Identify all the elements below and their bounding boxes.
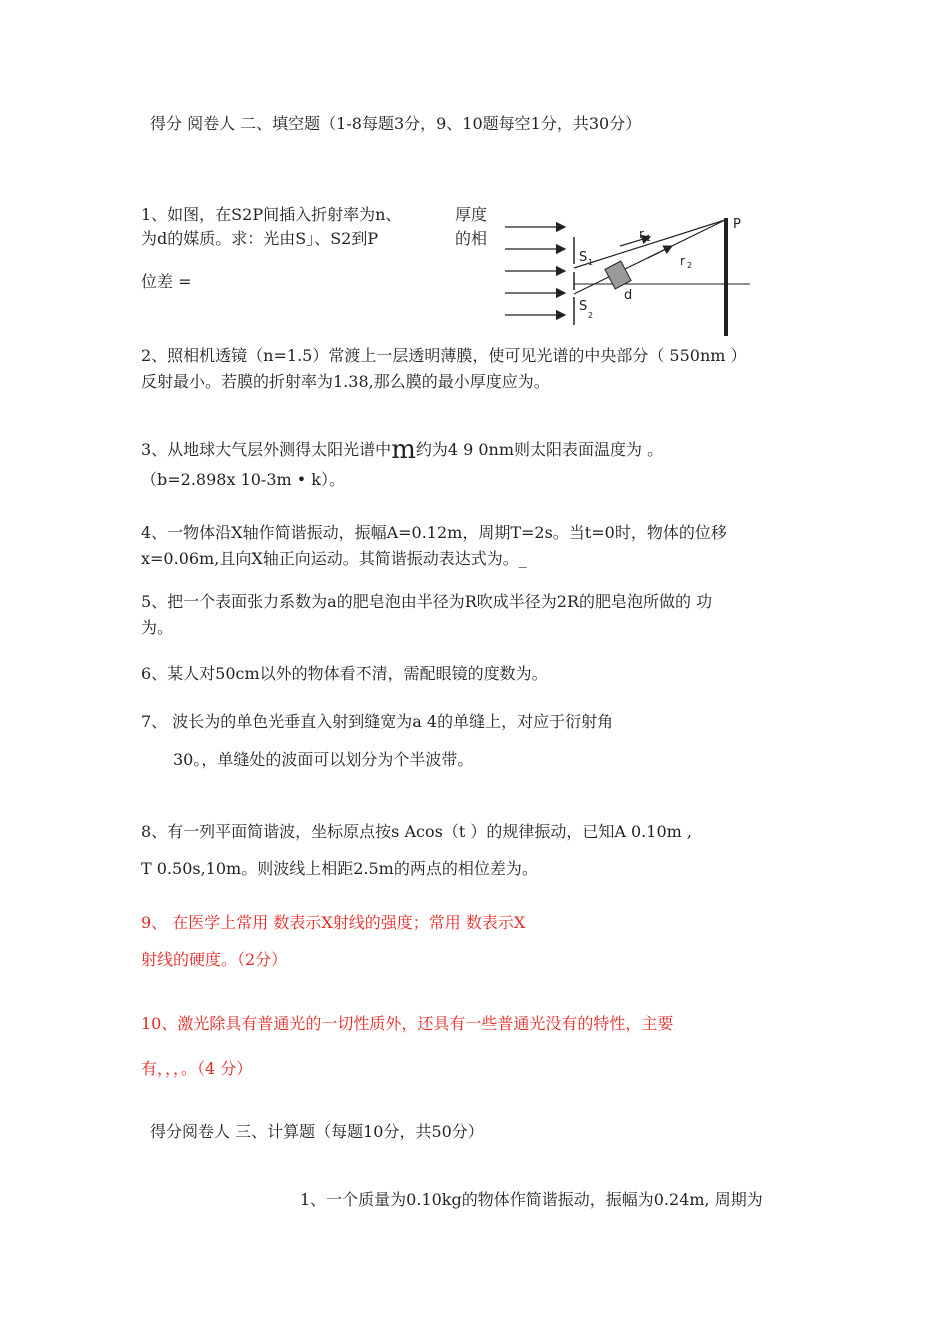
q2-line2: 反射最小。若膜的折射率为1.38,那么膜的最小厚度应为。 bbox=[141, 372, 550, 391]
calc1-line1: 1、一个质量为0.10kg的物体作简谐振动，振幅为0.24m, 周期为 bbox=[300, 1190, 763, 1209]
q9-line1: 9、 在医学上常用 数表示X射线的强度；常用 数表示X bbox=[141, 913, 526, 932]
q10-line2: 有，，，。（4 分） bbox=[141, 1059, 253, 1078]
q10-line1: 10、激光除具有普通光的一切性质外，还具有一些普通光没有的特性，主要 bbox=[141, 1014, 674, 1033]
q7-line1: 7、 波长为的单色光垂直入射到缝宽为a 4的单缝上，对应于衍射角 bbox=[141, 712, 614, 731]
label-s2: S bbox=[579, 299, 588, 314]
q6-line1: 6、某人对50cm以外的物体看不清，需配眼镜的度数为。 bbox=[141, 664, 548, 683]
q5-line2: 为。 bbox=[141, 618, 174, 637]
label-r1-sub: 1 bbox=[646, 234, 652, 243]
label-s2-sub: 2 bbox=[588, 311, 594, 320]
q1-line2-cont: 的相 bbox=[455, 229, 488, 248]
ray-r1 bbox=[574, 220, 725, 268]
section3-header: 得分阅卷人 三、计算题（每题10分，共50分） bbox=[150, 1122, 484, 1141]
q4-line2: x=0.06m,且向X轴正向运动。其简谐振动表达式为。_ bbox=[141, 549, 527, 568]
q7-line2: 30。，单缝处的波面可以划分为个半波带。 bbox=[173, 750, 474, 769]
q9-line2: 射线的硬度。（2分） bbox=[141, 950, 288, 969]
label-s1: S bbox=[579, 250, 588, 265]
q1-line1-cont: 厚度 bbox=[455, 205, 488, 224]
q8-line1: 8、有一列平面简谐波，坐标原点按s Acos（t ）的规律振动，已知A 0.10m , bbox=[141, 822, 692, 841]
medium-slab bbox=[605, 261, 631, 289]
label-p: P bbox=[733, 217, 741, 232]
label-r2: r bbox=[680, 254, 685, 268]
double-slit-diagram bbox=[500, 210, 760, 340]
q8-line2: T 0.50s,10m。则波线上相距2.5m的两点的相位差为。 bbox=[141, 859, 538, 878]
q3-line1 bbox=[141, 435, 664, 465]
q1-line2: 为d的媒质。求：光由S」、S2到P bbox=[141, 229, 379, 248]
q2-line1: 2、照相机透镜（n=1.5）常渡上一层透明薄膜，使可见光谱的中央部分（ 550nm ） bbox=[141, 346, 747, 365]
label-d: d bbox=[624, 288, 633, 303]
q1-line1: 1、如图，在S2P间插入折射率为n、 bbox=[141, 205, 402, 224]
q3-line2: （b=2.898x 10-3m • k）。 bbox=[141, 470, 345, 489]
q5-line1: 5、把一个表面张力系数为a的肥皂泡由半径为R吹成半径为2R的肥皂泡所做的 功 bbox=[141, 592, 713, 611]
q3-line1-start: 3、从地球大气层外测得太阳光谱中 bbox=[141, 440, 392, 459]
incident-light-arrows bbox=[505, 227, 565, 315]
section2-header: 得分 阅卷人 二、填空题（1-8每题3分，9、10题每空1分，共30分） bbox=[150, 114, 642, 133]
q1-line3: 位差 = bbox=[141, 272, 192, 291]
q4-line1: 4、一物体沿X轴作简谐振动，振幅A=0.12m，周期T=2s。当t=0时，物体的位移 bbox=[141, 523, 727, 542]
ray-r2-arrow bbox=[648, 246, 672, 258]
label-r1: r bbox=[639, 227, 644, 241]
q3-line1-end: 约为4 9 0nm则太阳表面温度为 。 bbox=[415, 440, 664, 459]
label-r2-sub: 2 bbox=[687, 261, 693, 270]
label-s1-sub: 1 bbox=[588, 258, 594, 267]
q3-symbol-m: m bbox=[391, 435, 416, 465]
